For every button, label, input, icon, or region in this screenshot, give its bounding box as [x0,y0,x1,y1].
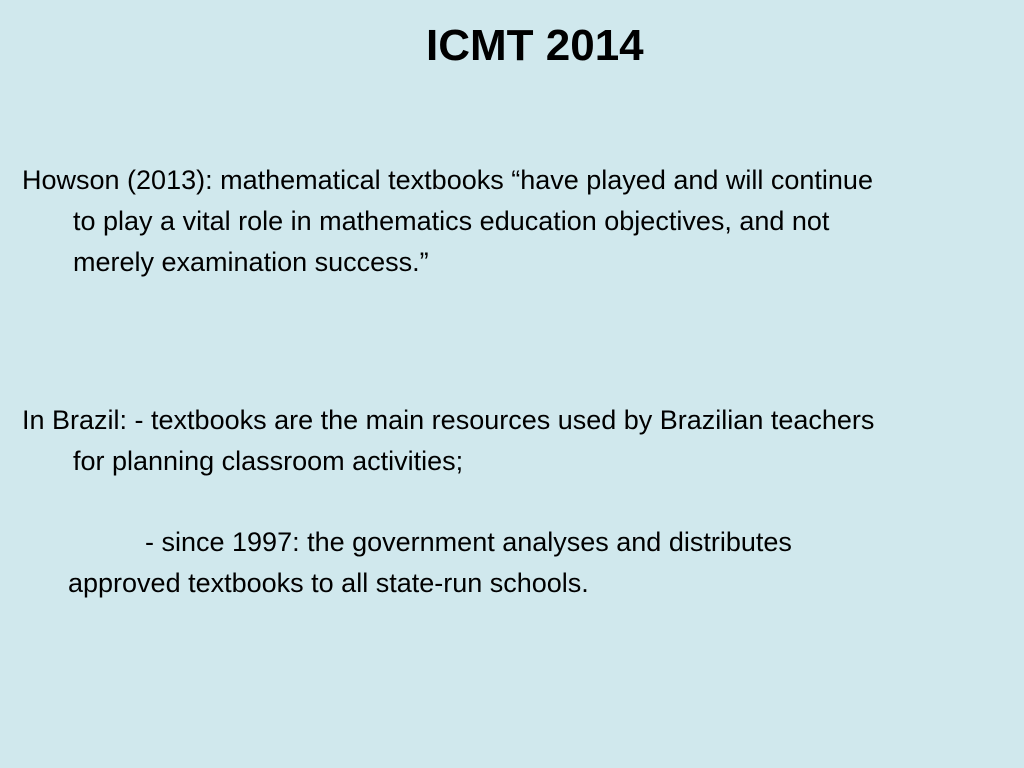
brazil-line-2: for planning classroom activities; [73,446,464,476]
howson-line-3: merely examination success.” [73,247,429,277]
since-1997-line-1: - since 1997: the government analyses and distributes [145,527,792,557]
howson-quote-paragraph [22,160,873,283]
brazil-line-1: In Brazil: - textbooks are the main resources used by Brazilian teachers [22,405,875,435]
brazil-paragraph [22,400,874,482]
slide-title: ICMT 2014 [426,21,644,70]
since-1997-line-2: approved textbooks to all state-run schools. [68,568,589,598]
howson-line-1: Howson (2013): mathematical textbooks “have played and will continue [22,165,873,195]
howson-line-2: to play a vital role in mathematics education objectives, and not [73,206,830,236]
since-1997-paragraph [22,522,792,604]
